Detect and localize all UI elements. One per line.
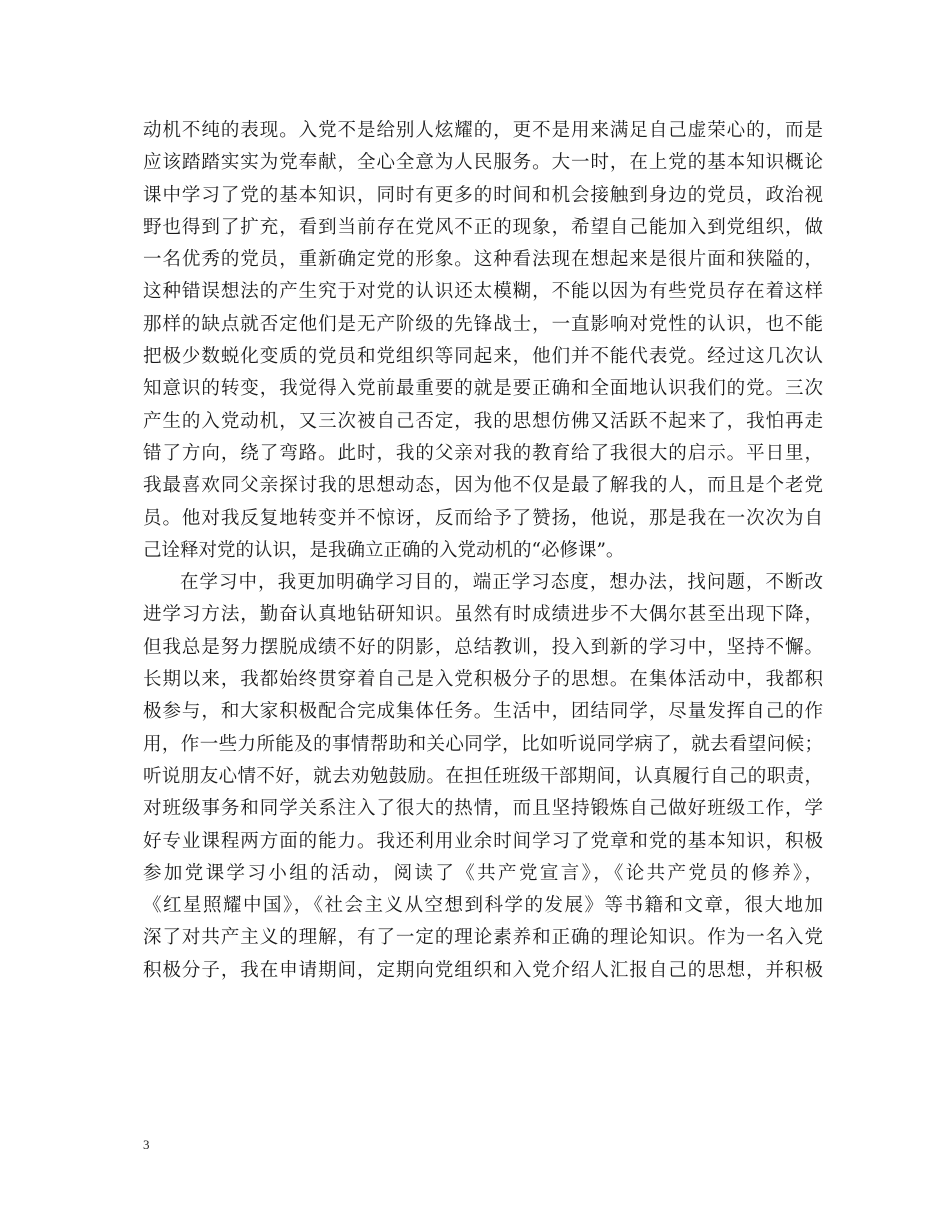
text-line: 但我总是努力摆脱成绩不好的阴影，总结教训，投入到新的学习中，坚持不懈。 [143,636,823,658]
text-line: 己诠释对党的认识，是我确立正确的入党动机的“必修课”。 [143,539,625,561]
page-number: 3 [143,1137,150,1152]
text-line: 长期以来，我都始终贯穿着自己是入党积极分子的思想。在集体活动中，我都积 [143,669,823,691]
text-line: 动机不纯的表现。入党不是给别人炫耀的，更不是用来满足自己虚荣心的，而是 [143,120,823,141]
text-line: 深了对共产主义的理解，有了一定的理论素养和正确的理论知识。作为一名入党 [143,927,823,949]
text-line: 对班级事务和同学关系注入了很大的热情，而且坚持锻炼自己做好班级工作，学 [143,798,823,820]
text-line: 员。他对我反复地转变并不惊讶，反而给予了赞扬，他说，那是我在一次次为自 [143,507,823,529]
text-line: 知意识的转变，我觉得入党前最重要的就是要正确和全面地认识我们的党。三次 [143,378,823,400]
text-line: 错了方向，绕了弯路。此时，我的父亲对我的教育给了我很大的启示。平日里， [143,442,823,464]
text-line: 应该踏踏实实为党奉献，全心全意为人民服务。大一时，在上党的基本知识概论 [143,152,823,174]
text-line: 野也得到了扩充，看到当前存在党风不正的现象，希望自己能加入到党组织，做 [143,216,823,238]
text-line: 我最喜欢同父亲探讨我的思想动态，因为他不仅是最了解我的人，而且是个老党 [143,475,823,497]
text-line: 听说朋友心情不好，就去劝勉鼓励。在担任班级干部期间，认真履行自己的职责， [143,765,823,787]
text-line: 参加党课学习小组的活动，阅读了《共产党宣言》，《论共产党员的修养》， [143,862,823,884]
text-line: 把极少数蜕化变质的党员和党组织等同起来，他们并不能代表党。经过这几次认 [143,346,823,368]
text-line: 《红星照耀中国》，《社会主义从空想到科学的发展》等书籍和文章，很大地加 [143,895,823,917]
text-line: 积极分子，我在申请期间，定期向党组织和入党介绍人汇报自己的思想，并积极 [143,959,823,981]
text-line: 那样的缺点就否定他们是无产阶级的先锋战士，一直影响对党性的认识，也不能 [143,313,823,335]
text-line: 一名优秀的党员，重新确定党的形象。这种看法现在想起来是很片面和狭隘的， [143,249,823,271]
text-line: 这种错误想法的产生究于对党的认识还太模糊，不能以因为有些党员存在着这样 [143,281,823,303]
paragraph [143,567,823,987]
text-line: 产生的入党动机，又三次被自己否定，我的思想仿佛又活跃不起来了，我怕再走 [143,410,823,432]
text-line: 用，作一些力所能及的事情帮助和关心同学，比如听说同学病了，就去看望问候； [143,733,823,755]
text-line: 好专业课程两方面的能力。我还利用业余时间学习了党章和党的基本知识，积极 [143,830,823,852]
text-line: 课中学习了党的基本知识，同时有更多的时间和机会接触到身边的党员，政治视 [143,184,823,206]
text-line: 进学习方法，勤奋认真地钻研知识。虽然有时成绩进步不大偶尔甚至出现下降， [143,604,823,626]
paragraph [143,115,823,567]
text-line: 极参与，和大家积极配合完成集体任务。生活中，团结同学，尽量发挥自己的作 [143,701,823,723]
text-line: 在学习中，我更加明确学习目的，端正学习态度，想办法，找问题，不断改 [180,572,823,594]
body-text [143,115,823,987]
